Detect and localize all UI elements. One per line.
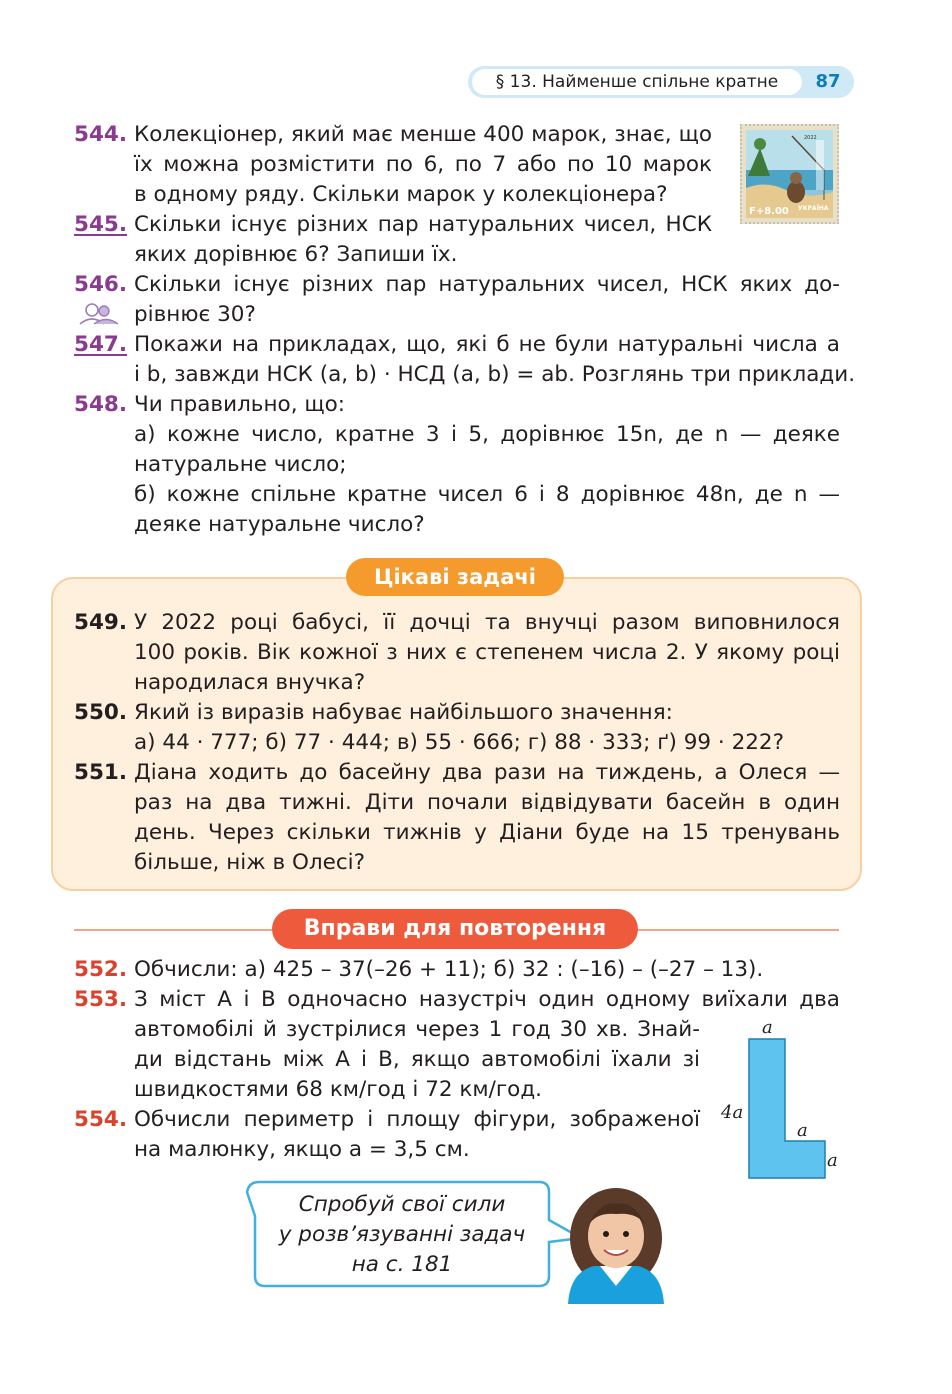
- problem-number: 551.: [74, 760, 128, 785]
- stamp-year: 2022: [804, 135, 817, 141]
- problem-line: Обчисли периметр і площу фігури, зображеної: [134, 1107, 700, 1132]
- problem-line: Скільки існує різних пар натуральних чисел, НСК: [134, 212, 712, 237]
- problem-number: 545.: [74, 212, 128, 237]
- speech-bubble-text: [262, 1190, 542, 1280]
- interesting-tasks-label: Цікаві задачі: [346, 558, 564, 596]
- figure-label-inner: a: [797, 1120, 808, 1141]
- problem-line: б) кожне спільне кратне чисел 6 і 8 дорівнює 48n, де n —: [134, 482, 840, 507]
- figure-label-top: a: [762, 1017, 773, 1038]
- problem-line: автомобілі й зустрілися через 1 год 30 хв. Знай-: [134, 1017, 700, 1042]
- problem-line: 100 років. Вік кожної з них є степенем числа 2. У якому році: [134, 640, 840, 665]
- pair-work-icon: [78, 302, 120, 326]
- problem-line: швидкостями 68 км/год і 72 км/год.: [134, 1077, 543, 1102]
- problem-number: 554.: [74, 1107, 128, 1132]
- problem-number: 548.: [74, 392, 128, 417]
- problem-number: 544.: [74, 122, 128, 147]
- problem-line: натуральне число;: [134, 452, 347, 477]
- problem-line: раз на два тижні. Діти почали відвідувати басейн в один: [134, 790, 840, 815]
- problem-line: Покажи на прикладах, що, які б не були натуральні числа a: [134, 332, 840, 357]
- postage-stamp-image: [740, 124, 839, 224]
- bubble-line: у розв’язуванні задач: [278, 1222, 526, 1247]
- problem-line: рівнює 30?: [134, 302, 256, 327]
- problem-line: Діана ходить до басейну два рази на тиждень, а Олеся —: [134, 760, 840, 785]
- problem-number: 553.: [74, 987, 128, 1012]
- problem-line: і b, завжди НСК (a, b) · НСД (a, b) = ab. Розглянь три приклади.: [134, 362, 856, 387]
- review-label: Вправи для повторення: [272, 909, 638, 949]
- section-title: § 13. Найменше спільне кратне: [472, 69, 802, 95]
- bubble-line: Спробуй свої сили: [298, 1192, 506, 1217]
- problem-line: Скільки існує різних пар натуральних чисел, НСК яких до-: [134, 272, 840, 297]
- problem-line: в одному ряду. Скільки марок у колекціонера?: [134, 182, 668, 207]
- problem-line: їх можна розмістити по 6, по 7 або по 10 марок: [134, 152, 712, 177]
- problem-line: а) кожне число, кратне 3 і 5, дорівнює 15n, де n — деяке: [134, 422, 840, 447]
- stamp-country: УКРАЇНА: [798, 205, 829, 212]
- girl-portrait-image: [560, 1186, 672, 1304]
- problem-line: З міст A і B одночасно назустріч один одному виїхали два: [134, 987, 840, 1012]
- problem-number: 552.: [74, 957, 128, 982]
- problem-number: 549.: [74, 610, 128, 635]
- problem-number: 550.: [74, 700, 128, 725]
- problem-line: яких дорівнює 6? Запиши їх.: [134, 242, 458, 267]
- problem-line: на малюнку, якщо a = 3,5 см.: [134, 1137, 470, 1162]
- stamp-price: F+8.00: [749, 206, 789, 217]
- problem-line: Обчисли: а) 425 – 37(–26 + 11); б) 32 : (–16) – (–27 – 13).: [134, 957, 764, 982]
- problem-line: більше, ніж в Олесі?: [134, 850, 366, 875]
- problem-line: Який із виразів набуває найбільшого значення:: [134, 700, 673, 725]
- problem-line: а) 44 · 777; б) 77 · 444; в) 55 · 666; г) 88 · 333; ґ) 99 · 222?: [134, 730, 785, 755]
- l-shape-figure: [716, 1014, 842, 1184]
- page-number: 87: [815, 71, 841, 92]
- figure-label-left: 4a: [721, 1102, 744, 1123]
- figure-label-right: a: [827, 1150, 838, 1171]
- problem-line: Чи правильно, що:: [134, 392, 346, 417]
- problem-number: 546.: [74, 272, 128, 297]
- bubble-line: на с. 181: [351, 1252, 453, 1277]
- problem-line: день. Через скільки тижнів у Діани буде на 15 тренувань: [134, 820, 840, 845]
- problem-line: деяке натуральне число?: [134, 512, 425, 537]
- problem-line: ди відстань між A і B, якщо автомобілі їхали зі: [134, 1047, 700, 1072]
- problem-line: Колекціонер, який має менше 400 марок, знає, що: [134, 122, 712, 147]
- problem-line: У 2022 році бабусі, її дочці та внучці разом виповнилося: [134, 610, 840, 635]
- problem-number: 547.: [74, 332, 128, 357]
- problem-line: народилася внучка?: [134, 670, 366, 695]
